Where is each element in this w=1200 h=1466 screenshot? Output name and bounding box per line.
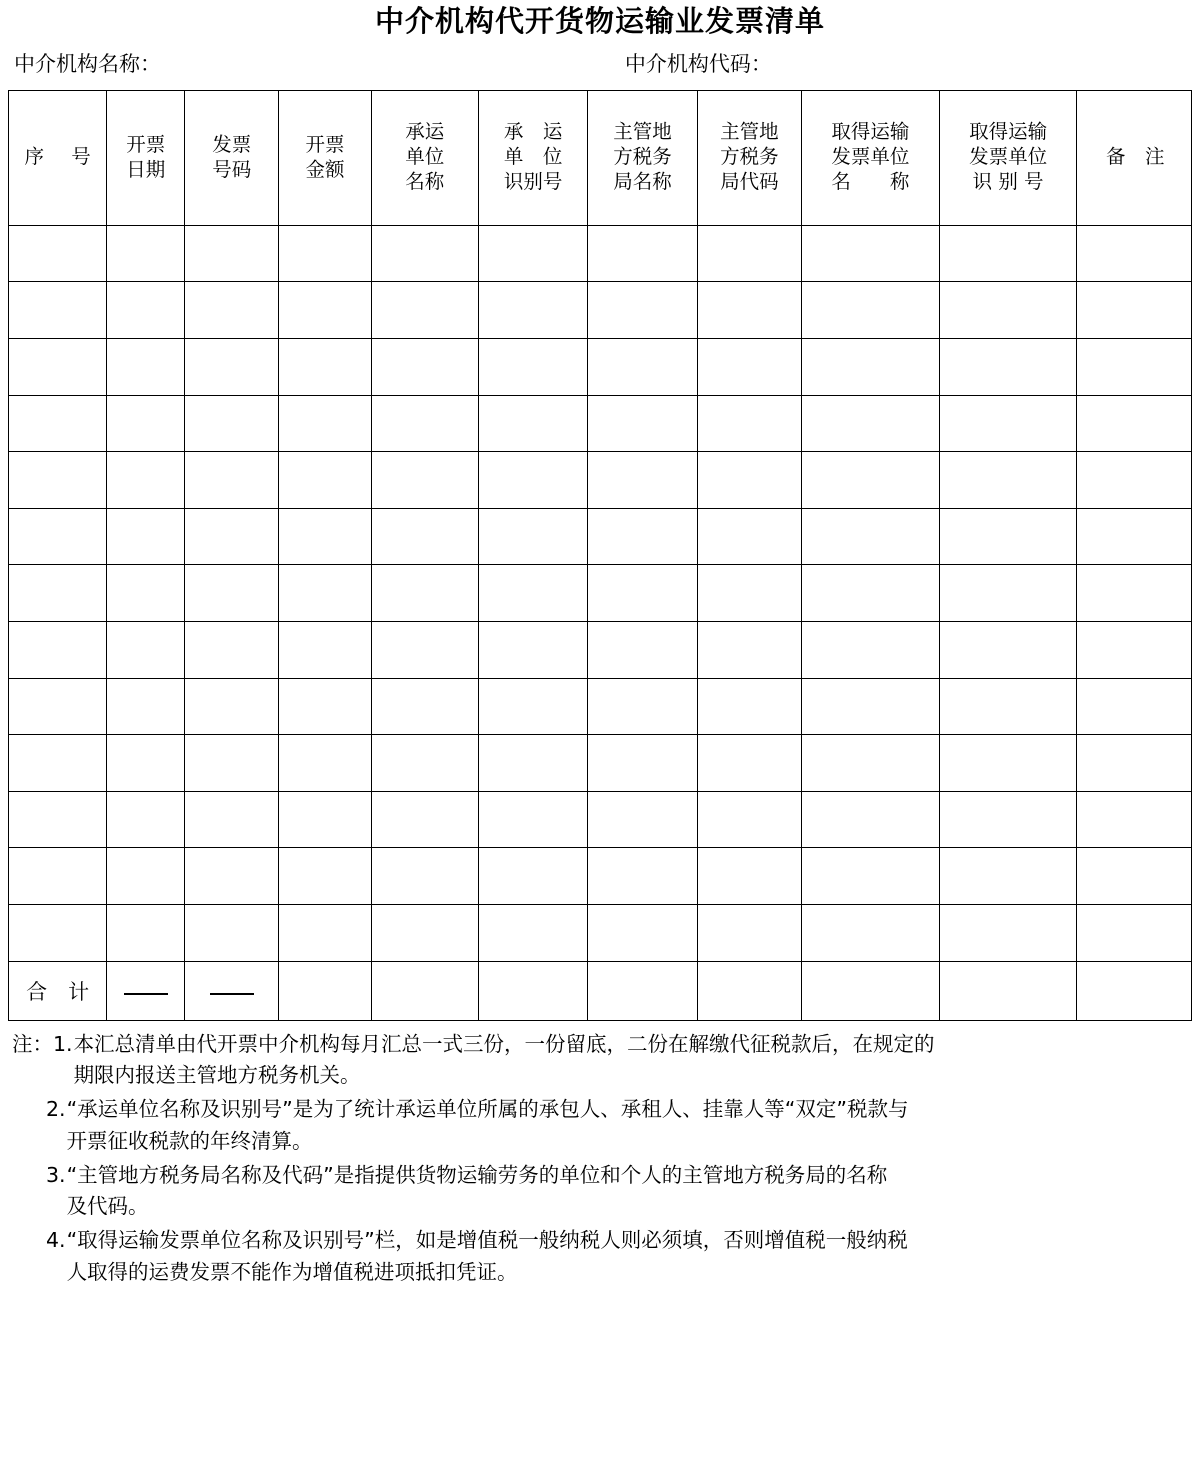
table-cell[interactable] <box>279 678 371 735</box>
table-cell[interactable] <box>279 905 371 962</box>
table-row <box>9 452 1192 509</box>
note-body <box>67 1094 1188 1158</box>
table-cell[interactable] <box>939 905 1077 962</box>
table-cell[interactable] <box>588 791 697 848</box>
note-line: 开票征收税款的年终清算。 <box>66 1128 313 1153</box>
col-header-receiving-unit-name-line-1: 取得运输 <box>831 120 910 144</box>
agency-name-label: 中介机构名称： <box>14 51 161 76</box>
table-cell[interactable] <box>9 622 107 679</box>
col-header-tax-bureau-code-line-1: 主管地 <box>720 120 779 144</box>
col-header-tax-bureau-name-line-2: 方税务 <box>613 145 672 169</box>
note-label: 4. <box>46 1228 66 1253</box>
total-cell[interactable] <box>371 961 478 1020</box>
table-cell[interactable] <box>371 225 478 282</box>
table-cell[interactable] <box>107 508 185 565</box>
table-cell[interactable] <box>185 452 279 509</box>
note-body <box>67 1225 1188 1289</box>
table-cell[interactable] <box>478 225 587 282</box>
page-title: 中介机构代开货物运输业发票清单 <box>374 4 825 38</box>
table-cell[interactable] <box>107 622 185 679</box>
table-cell[interactable] <box>9 452 107 509</box>
table-cell[interactable] <box>588 395 697 452</box>
table-cell[interactable] <box>588 282 697 339</box>
note-body <box>67 1160 1188 1224</box>
table-cell[interactable] <box>801 791 939 848</box>
table-body <box>9 225 1192 1020</box>
total-cell[interactable] <box>801 961 939 1020</box>
col-header-receiving-unit-id-line-2: 发票单位 <box>969 145 1048 169</box>
table-cell[interactable] <box>1077 678 1192 735</box>
table-cell[interactable] <box>939 225 1077 282</box>
col-header-sequence <box>9 90 107 225</box>
table-cell[interactable] <box>588 848 697 905</box>
table-cell[interactable] <box>279 565 371 622</box>
document-page <box>0 6 1200 1466</box>
col-header-receiving-unit-name-line-2: 发票单位 <box>831 145 910 169</box>
table-row <box>9 791 1192 848</box>
table-cell[interactable] <box>939 452 1077 509</box>
table-cell[interactable] <box>588 905 697 962</box>
table-cell[interactable] <box>1077 565 1192 622</box>
table-cell[interactable] <box>801 678 939 735</box>
table-cell[interactable] <box>107 225 185 282</box>
table-total-row <box>9 961 1192 1020</box>
note-label: 3. <box>46 1162 66 1187</box>
table-cell[interactable] <box>371 848 478 905</box>
table-cell[interactable] <box>939 339 1077 396</box>
table-cell[interactable] <box>1077 622 1192 679</box>
table-cell[interactable] <box>107 678 185 735</box>
col-header-tax-bureau-name <box>588 90 697 225</box>
table-cell[interactable] <box>697 791 801 848</box>
table-row <box>9 225 1192 282</box>
table-cell[interactable] <box>478 678 587 735</box>
col-header-receiving-unit-id-line-3: 识 别 号 <box>972 170 1044 194</box>
table-cell[interactable] <box>801 225 939 282</box>
table-cell[interactable] <box>107 791 185 848</box>
table-row <box>9 735 1192 792</box>
table-cell[interactable] <box>478 791 587 848</box>
table-cell[interactable] <box>697 905 801 962</box>
table-cell[interactable] <box>697 282 801 339</box>
table-cell[interactable] <box>939 791 1077 848</box>
total-dash-cell <box>107 961 185 1020</box>
table-cell[interactable] <box>588 225 697 282</box>
col-header-carrier-name-line-1: 承运 <box>405 120 445 144</box>
table-cell[interactable] <box>185 678 279 735</box>
table-cell[interactable] <box>697 452 801 509</box>
table-cell[interactable] <box>588 508 697 565</box>
total-cell[interactable] <box>939 961 1077 1020</box>
total-cell[interactable] <box>478 961 587 1020</box>
col-header-invoice-amount <box>279 90 371 225</box>
table-cell[interactable] <box>939 565 1077 622</box>
table-cell[interactable] <box>371 565 478 622</box>
table-cell[interactable] <box>279 339 371 396</box>
table-cell[interactable] <box>478 395 587 452</box>
table-row <box>9 282 1192 339</box>
table-cell[interactable] <box>1077 452 1192 509</box>
col-header-carrier-id-line-1: 承 运 <box>503 120 563 144</box>
col-header-tax-bureau-code-line-2: 方税务 <box>720 145 779 169</box>
table-cell[interactable] <box>9 508 107 565</box>
table-cell[interactable] <box>1077 905 1192 962</box>
table-cell[interactable] <box>939 395 1077 452</box>
table-cell[interactable] <box>107 339 185 396</box>
table-cell[interactable] <box>9 565 107 622</box>
col-header-invoice-number <box>185 90 279 225</box>
table-cell[interactable] <box>588 735 697 792</box>
table-cell[interactable] <box>588 678 697 735</box>
dash-mark-icon <box>124 993 168 995</box>
table-cell[interactable] <box>478 905 587 962</box>
table-cell[interactable] <box>107 282 185 339</box>
table-cell[interactable] <box>279 282 371 339</box>
table-cell[interactable] <box>697 622 801 679</box>
table-cell[interactable] <box>371 735 478 792</box>
table-cell[interactable] <box>9 395 107 452</box>
col-header-invoice-number-line-1: 发票 <box>212 132 252 156</box>
table-cell[interactable] <box>107 905 185 962</box>
table-cell[interactable] <box>1077 848 1192 905</box>
note-line: “承运单位名称及识别号”是为了统计承运单位所属的承包人、承租人、挂靠人等“双定”税款与 <box>66 1097 909 1122</box>
col-header-invoice-date-line-1: 开票 <box>126 132 166 156</box>
table-header <box>9 90 1192 225</box>
total-cell[interactable] <box>279 961 371 1020</box>
table-cell[interactable] <box>279 225 371 282</box>
note-item <box>12 1094 1188 1158</box>
table-cell[interactable] <box>279 452 371 509</box>
table-cell[interactable] <box>185 225 279 282</box>
note-item <box>12 1160 1188 1224</box>
table-cell[interactable] <box>939 282 1077 339</box>
table-row <box>9 905 1192 962</box>
table-cell[interactable] <box>371 678 478 735</box>
table-row <box>9 508 1192 565</box>
table-cell[interactable] <box>801 565 939 622</box>
table-cell[interactable] <box>588 339 697 396</box>
col-header-receiving-unit-id <box>939 90 1077 225</box>
table-cell[interactable] <box>478 339 587 396</box>
col-header-invoice-date-line-2: 日期 <box>126 157 166 181</box>
table-cell[interactable] <box>279 735 371 792</box>
table-cell[interactable] <box>185 905 279 962</box>
col-header-receiving-unit-name <box>801 90 939 225</box>
agency-code-label: 中介机构代码： <box>624 51 772 76</box>
col-header-carrier-name-line-3: 名称 <box>405 170 445 194</box>
table-cell[interactable] <box>588 565 697 622</box>
table-cell[interactable] <box>697 565 801 622</box>
table-cell[interactable] <box>371 508 478 565</box>
table-cell[interactable] <box>697 735 801 792</box>
table-cell[interactable] <box>9 791 107 848</box>
table-cell[interactable] <box>588 452 697 509</box>
table-cell[interactable] <box>801 339 939 396</box>
table-cell[interactable] <box>1077 735 1192 792</box>
table-cell[interactable] <box>801 282 939 339</box>
table-cell[interactable] <box>1077 282 1192 339</box>
note-line: “主管地方税务局名称及代码”是指提供货物运输劳务的单位和个人的主管地方税务局的名称 <box>66 1162 888 1187</box>
table-cell[interactable] <box>1077 339 1192 396</box>
table-cell[interactable] <box>107 565 185 622</box>
col-header-tax-bureau-code <box>697 90 801 225</box>
table-cell[interactable] <box>939 678 1077 735</box>
table-cell[interactable] <box>107 735 185 792</box>
table-cell[interactable] <box>185 508 279 565</box>
table-cell[interactable] <box>588 622 697 679</box>
table-cell[interactable] <box>697 508 801 565</box>
col-header-carrier-name <box>371 90 478 225</box>
note-label: 2. <box>46 1097 66 1122</box>
table-cell[interactable] <box>185 339 279 396</box>
note-line: 本汇总清单由代开票中介机构每月汇总一式三份，一份留底，二份在解缴代征税款后，在规定的 <box>73 1031 935 1056</box>
table-cell[interactable] <box>371 282 478 339</box>
table-cell[interactable] <box>9 282 107 339</box>
col-header-carrier-id-line-2: 单 位 <box>503 145 563 169</box>
table-cell[interactable] <box>478 565 587 622</box>
dash-mark-icon <box>210 993 254 995</box>
col-header-remark-line-1: 备 注 <box>1105 145 1165 169</box>
table-cell[interactable] <box>371 452 478 509</box>
table-cell[interactable] <box>478 508 587 565</box>
table-row <box>9 678 1192 735</box>
table-cell[interactable] <box>185 848 279 905</box>
table-cell[interactable] <box>279 395 371 452</box>
table-cell[interactable] <box>185 735 279 792</box>
total-dash-cell <box>185 961 279 1020</box>
table-cell[interactable] <box>9 848 107 905</box>
table-cell[interactable] <box>801 395 939 452</box>
total-cell[interactable] <box>697 961 801 1020</box>
col-header-invoice-date <box>107 90 185 225</box>
notes-section <box>8 1029 1192 1289</box>
table-cell[interactable] <box>279 622 371 679</box>
col-header-tax-bureau-name-line-3: 局名称 <box>613 170 672 194</box>
table-cell[interactable] <box>697 395 801 452</box>
table-row <box>9 395 1192 452</box>
table-cell[interactable] <box>478 282 587 339</box>
agency-meta-row <box>8 48 1192 78</box>
table-cell[interactable] <box>371 905 478 962</box>
table-cell[interactable] <box>939 508 1077 565</box>
table-cell[interactable] <box>478 622 587 679</box>
table-cell[interactable] <box>1077 395 1192 452</box>
table-cell[interactable] <box>185 282 279 339</box>
col-header-tax-bureau-code-line-3: 局代码 <box>720 170 779 194</box>
table-cell[interactable] <box>107 395 185 452</box>
table-cell[interactable] <box>1077 791 1192 848</box>
table-cell[interactable] <box>9 735 107 792</box>
table-cell[interactable] <box>478 452 587 509</box>
table-cell[interactable] <box>9 339 107 396</box>
table-cell[interactable] <box>478 735 587 792</box>
table-cell[interactable] <box>107 452 185 509</box>
table-cell[interactable] <box>697 848 801 905</box>
note-line: “取得运输发票单位名称及识别号”栏，如是增值税一般纳税人则必须填，否则增值税一般纳税 <box>66 1228 908 1253</box>
table-cell[interactable] <box>801 622 939 679</box>
table-cell[interactable] <box>107 848 185 905</box>
table-header-row <box>9 90 1192 225</box>
table-cell[interactable] <box>185 791 279 848</box>
col-header-carrier-name-line-2: 单位 <box>405 145 445 169</box>
table-cell[interactable] <box>371 339 478 396</box>
note-item <box>12 1029 1188 1093</box>
table-cell[interactable] <box>939 735 1077 792</box>
table-cell[interactable] <box>478 848 587 905</box>
col-header-receiving-unit-id-line-1: 取得运输 <box>969 120 1048 144</box>
note-line: 期限内报送主管地方税务机关。 <box>73 1063 361 1088</box>
table-cell[interactable] <box>279 508 371 565</box>
col-header-sequence-line-1: 序 号 <box>24 145 91 169</box>
table-row <box>9 339 1192 396</box>
table-row <box>9 622 1192 679</box>
table-cell[interactable] <box>801 848 939 905</box>
col-header-tax-bureau-name-line-1: 主管地 <box>613 120 672 144</box>
col-header-remark <box>1077 90 1192 225</box>
table-cell[interactable] <box>185 622 279 679</box>
table-cell[interactable] <box>9 678 107 735</box>
table-cell[interactable] <box>697 225 801 282</box>
note-body <box>74 1029 1188 1093</box>
invoice-list-table <box>8 90 1192 1021</box>
col-header-carrier-id-line-3: 识别号 <box>503 170 563 194</box>
table-row <box>9 848 1192 905</box>
table-cell[interactable] <box>801 508 939 565</box>
table-cell[interactable] <box>801 905 939 962</box>
note-line: 及代码。 <box>66 1194 149 1219</box>
table-cell[interactable] <box>939 622 1077 679</box>
table-row <box>9 565 1192 622</box>
table-cell[interactable] <box>697 678 801 735</box>
col-header-invoice-amount-line-1: 开票 <box>305 132 345 156</box>
table-cell[interactable] <box>185 565 279 622</box>
table-cell[interactable] <box>1077 225 1192 282</box>
note-label: 注：1. <box>12 1031 73 1056</box>
table-cell[interactable] <box>801 735 939 792</box>
table-cell[interactable] <box>279 791 371 848</box>
total-label-cell: 合 计 <box>9 961 107 1020</box>
total-cell[interactable] <box>588 961 697 1020</box>
table-cell[interactable] <box>697 339 801 396</box>
table-cell[interactable] <box>371 395 478 452</box>
col-header-invoice-amount-line-2: 金额 <box>305 157 345 181</box>
table-cell[interactable] <box>371 622 478 679</box>
table-cell[interactable] <box>371 791 478 848</box>
note-line: 人取得的运费发票不能作为增值税进项抵扣凭证。 <box>66 1259 518 1284</box>
table-cell[interactable] <box>9 905 107 962</box>
table-cell[interactable] <box>939 848 1077 905</box>
col-header-invoice-number-line-2: 号码 <box>212 157 252 181</box>
col-header-receiving-unit-name-line-3: 名 称 <box>831 170 910 194</box>
col-header-carrier-id <box>478 90 587 225</box>
table-cell[interactable] <box>9 225 107 282</box>
note-item <box>12 1225 1188 1289</box>
total-cell[interactable] <box>1077 961 1192 1020</box>
table-cell[interactable] <box>185 395 279 452</box>
table-cell[interactable] <box>801 452 939 509</box>
table-cell[interactable] <box>279 848 371 905</box>
table-cell[interactable] <box>1077 508 1192 565</box>
